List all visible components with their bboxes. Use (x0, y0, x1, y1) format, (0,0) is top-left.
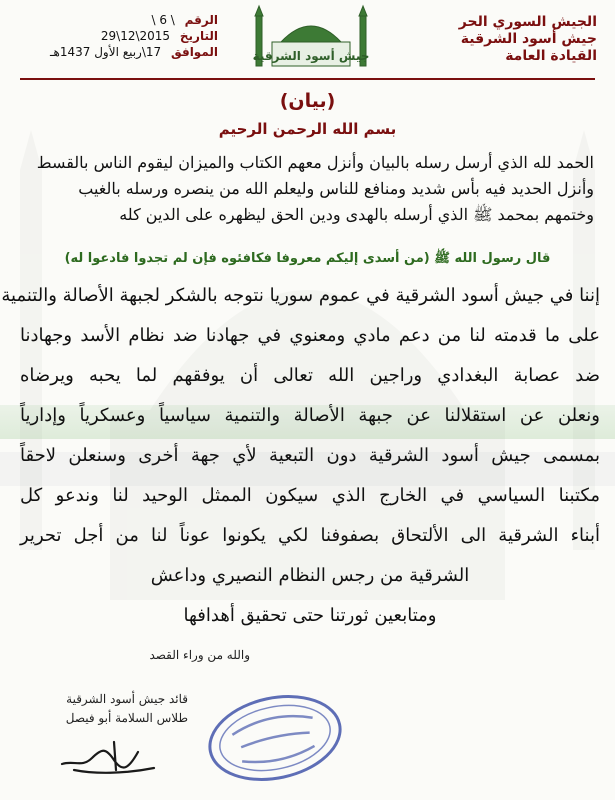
date-row (38, 28, 218, 44)
date-value: 2015\12\29 (100, 29, 171, 43)
reference-value: \ 6 \ (151, 13, 175, 27)
intro-line: وأنزل الحديد فيه بأس شديد ومنافع للناس وليعلم الله من ينصره ورسله بالغيب (78, 179, 594, 198)
org-line-brigade: جيش أسود الشرقية (460, 31, 597, 47)
hijri-label: الموافق (171, 45, 218, 59)
header-divider (20, 78, 595, 80)
body-line: ونعلن عن استقلالنا عن جبهة الأصالة والتنمية سياسياً وعسكرياً وإدارياً (20, 405, 600, 426)
date-label: التاريخ (179, 29, 218, 43)
intro-line: وختمهم بمحمد ﷺ الذي أرسله بالهدى ودين الحق ليظهره على الدين كله (119, 205, 594, 224)
basmala: بسم الله الرحمن الرحيم (218, 120, 397, 138)
org-line-army: الجيش السوري الحر (458, 14, 597, 30)
body-line: بمسمى جيش أسود الشرقية دون التبعية لأي جهة أخرى وسنعلن لاحقاً (20, 445, 600, 466)
body-line: إننا في جيش أسود الشرقية في عموم سوريا نتوجه بالشكر لجبهة الأصالة والتنمية (1, 285, 600, 306)
intro-line: الحمد لله الذي أرسل رسله بالبيان وأنزل معهم الكتاب والميزان ليقوم الناس بالقسط (36, 153, 594, 172)
statement-title: (بيان) (279, 90, 336, 112)
official-stamp (200, 684, 350, 792)
hijri-date-value: 17\ربيع الأول 1437هـ (50, 45, 162, 59)
body-line: على ما قدمته لنا من دعم مادي ومعنوي في جهادنا ضد نظام الأسد وجهادنا (20, 325, 600, 346)
org-line-command: القيادة العامة (505, 48, 597, 64)
hadith-quote: قال رسول الله ﷺ (من أسدى إليكم معروفا فكافئوه فإن لم تجدوا فادعوا له) (64, 251, 551, 266)
body-line: الشرقية من رجس النظام النصيري وداعش (150, 565, 470, 586)
signatory-title: قائد جيش أسود الشرقية (66, 692, 188, 706)
body-line: أبناء الشرقية الى الألتحاق بصفوفنا لكي يكونوا عوناً لنا من أجل تحرير (20, 525, 600, 546)
organization-block (427, 14, 597, 65)
body-line: مكتبنا السياسي في الخارج الذي سيكون الممثل الوحيد لنا وندعو كل (20, 485, 600, 506)
body-line: ومتابعين ثورتنا حتى تحقيق أهدافها (183, 605, 437, 626)
statement-body (1, 276, 600, 636)
reference-label: الرقم (184, 13, 218, 27)
signatory-name: طلاس السلامة أبو فيصل (65, 711, 188, 725)
closing-phrase: والله من وراء القصد (149, 648, 250, 662)
handwritten-signature (54, 730, 164, 780)
hijri-date-row (38, 44, 218, 60)
reference-block (38, 12, 218, 60)
reference-row (38, 12, 218, 28)
signatory-block (48, 690, 188, 728)
logo-text: جيش أسود الشرقية (252, 49, 370, 63)
army-logo (226, 2, 396, 78)
intro-paragraph (24, 150, 594, 228)
body-line: ضد عصابة البغدادي وراجين الله تعالى أن يوفقهم لما يحبه ويرضاه (20, 365, 600, 386)
